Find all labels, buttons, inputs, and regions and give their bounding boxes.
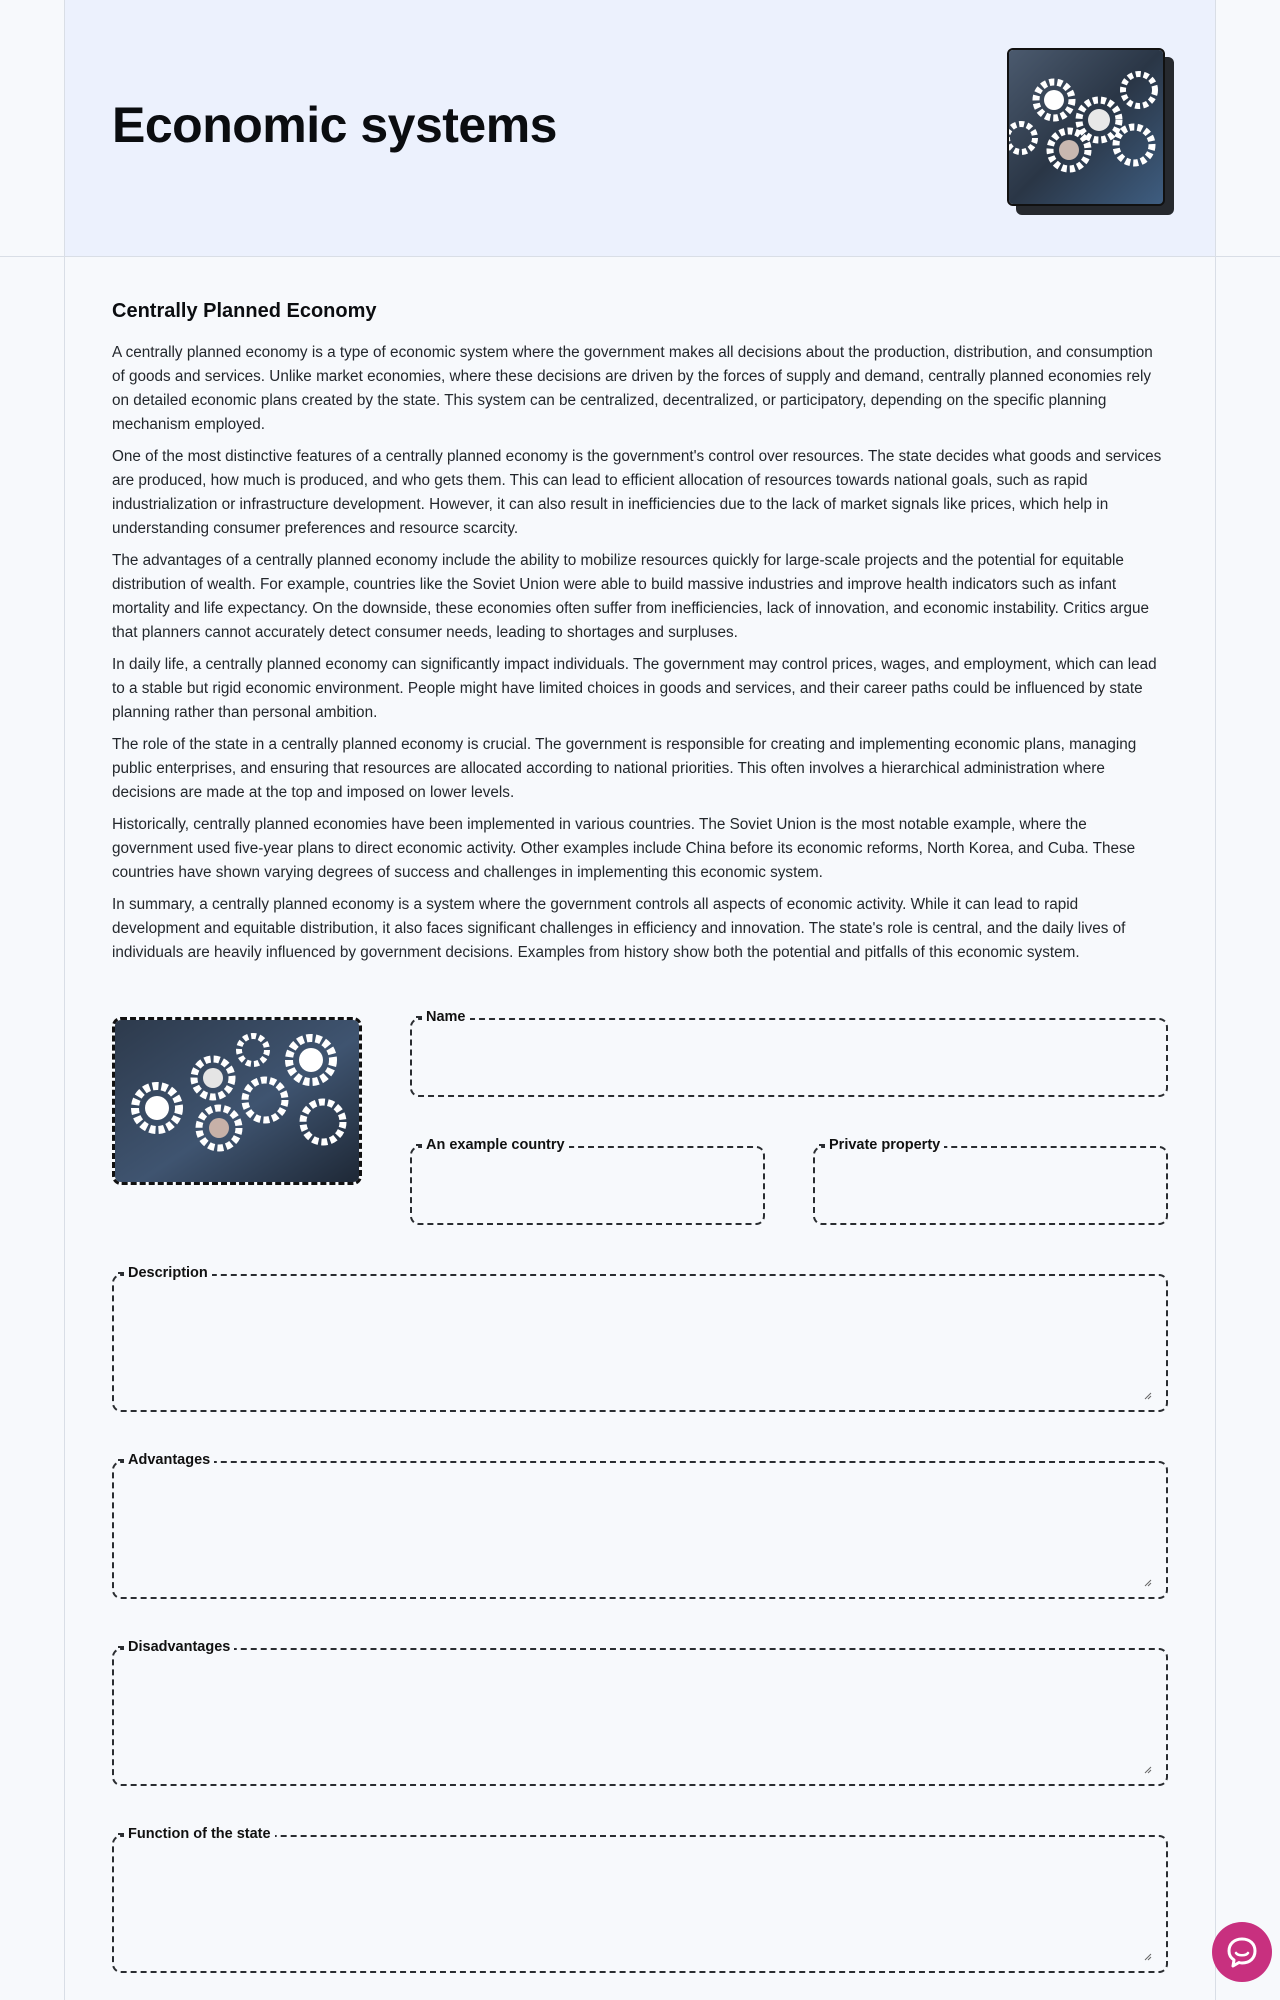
disadvantages-textarea[interactable]	[112, 1639, 1168, 1786]
page-title: Economic systems	[112, 97, 557, 153]
paragraph: Historically, centrally planned economies have been implemented in various countries. The Soviet Union is the most notable example, where the government used five-year plans to direct economic activity. Other examples include China before its economic reforms, North Korea, and Cuba. These countries have shown varying degrees of success and challenges in implementing this economic system.	[112, 816, 1136, 881]
paragraph: In daily life, a centrally planned economy can significantly impact individuals. The government may control prices, wages, and employment, which can lead to a stable but rigid economic environment. People might have limited choices in goods and services, and their career paths could be influenced by state planning rather than personal ambition.	[112, 656, 1157, 721]
paragraph: In summary, a centrally planned economy is a system where the government controls all aspects of economic activity. While it can lead to rapid development and equitable distribution, it also faces significant challenges in efficiency and innovation. The state's role is central, and the daily lives of individuals are heavily influenced by government decisions. Examples from history show both the potential and pitfalls of this economic system.	[112, 896, 1126, 961]
resize-grip-icon[interactable]	[1144, 1579, 1152, 1587]
paragraph: The advantages of a centrally planned economy include the ability to mobilize resources quickly for large-scale projects and the potential for equitable distribution of wealth. For example, countries like the Soviet Union were able to build massive industries and improve health indicators such as infant mortality and life expectancy. On the downside, these economies often suffer from inefficiencies, lack of innovation, and economic instability. Critics argue that planners cannot accurately detect consumer needs, leading to shortages and surpluses.	[112, 552, 1150, 641]
form-image	[112, 1017, 362, 1185]
chat-button[interactable]	[1212, 1922, 1272, 1982]
frame-line-left	[64, 0, 65, 2000]
advantages-label: Advantages	[124, 1451, 214, 1469]
paragraph: A centrally planned economy is a type of economic system where the government makes all decisions about the production, distribution, and consumption of goods and services. Unlike market economies, where these decisions are driven by the forces of supply and demand, centrally planned economies rely on detailed economic plans created by the state. This system can be centralized, decentralized, or participatory, depending on the specific planning mechanism employed.	[112, 344, 1153, 433]
example-country-label: An example country	[422, 1136, 569, 1154]
content	[112, 300, 1168, 973]
advantages-textarea[interactable]	[112, 1452, 1168, 1599]
name-label: Name	[422, 1008, 470, 1026]
section-title: Centrally Planned Economy	[112, 300, 377, 322]
paragraph: The role of the state in a centrally planned economy is crucial. The government is responsible for creating and implementing economic plans, managing public enterprises, and ensuring that resources are allocated according to national priorities. This often involves a hierarchical administration where decisions are made at the top and imposed on lower levels.	[112, 736, 1137, 801]
resize-grip-icon[interactable]	[1144, 1953, 1152, 1961]
header-image	[1007, 48, 1172, 213]
function-of-state-label: Function of the state	[124, 1825, 275, 1843]
resize-grip-icon[interactable]	[1144, 1766, 1152, 1774]
name-field[interactable]	[410, 1009, 1168, 1097]
chat-bubble-icon	[1225, 1935, 1259, 1969]
gears-economy-icon	[1007, 48, 1165, 206]
description-textarea[interactable]	[112, 1265, 1168, 1412]
disadvantages-label: Disadvantages	[124, 1638, 234, 1656]
private-property-field[interactable]	[813, 1137, 1168, 1225]
description-label: Description	[124, 1264, 212, 1282]
resize-grip-icon[interactable]	[1144, 1392, 1152, 1400]
example-country-field[interactable]	[410, 1137, 765, 1225]
function-of-state-textarea[interactable]	[112, 1826, 1168, 1973]
header	[0, 0, 1280, 257]
frame-line-right	[1215, 0, 1216, 2000]
header-panel	[65, 0, 1215, 256]
private-property-label: Private property	[825, 1136, 944, 1154]
paragraph: One of the most distinctive features of a centrally planned economy is the government's control over resources. The state decides what goods and services are produced, how much is produced, and who gets them. This can lead to efficient allocation of resources towards national goals, such as rapid industrialization or infrastructure development. However, it can also result in inefficiencies due to the lack of market signals like prices, which help in understanding consumer preferences and resource scarcity.	[112, 448, 1162, 537]
